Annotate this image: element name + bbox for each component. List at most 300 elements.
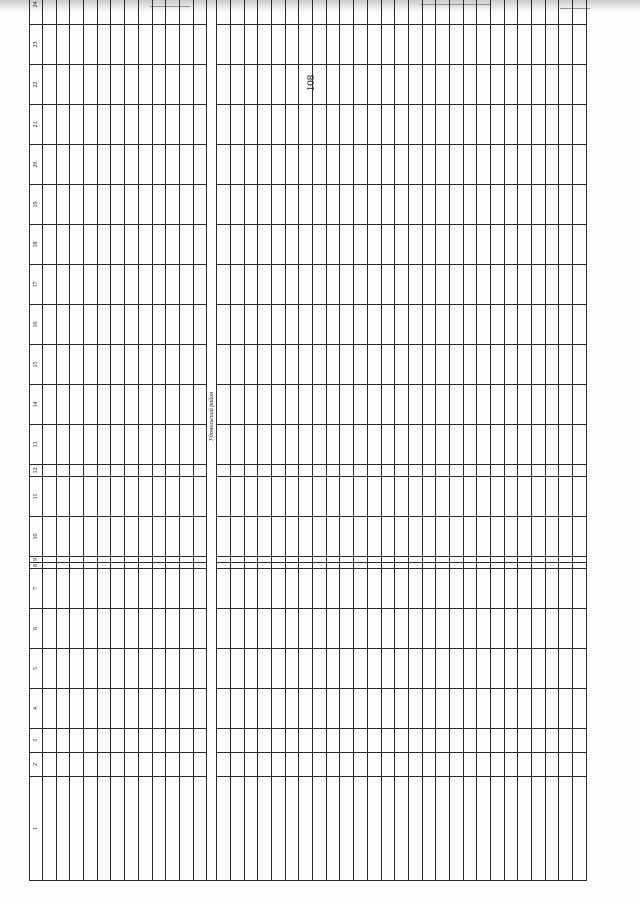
table-cell	[166, 185, 180, 225]
table-cell	[138, 225, 152, 265]
table-cell	[230, 145, 244, 185]
table-cell	[545, 225, 559, 265]
table-cell	[299, 185, 313, 225]
table-cell	[43, 65, 57, 105]
table-cell	[111, 145, 125, 185]
column-number: 10	[30, 517, 43, 557]
table-cell	[354, 385, 368, 425]
table-cell	[436, 425, 450, 465]
table-cell	[152, 305, 166, 345]
table-cell	[70, 25, 84, 65]
table-cell	[491, 0, 505, 25]
table-cell	[463, 569, 477, 609]
table-cell	[408, 265, 422, 305]
table-cell	[179, 305, 193, 345]
table-cell	[138, 305, 152, 345]
table-cell	[354, 777, 368, 881]
table-cell	[545, 425, 559, 465]
table-cell	[504, 265, 518, 305]
table-cell	[545, 569, 559, 609]
table-cell	[285, 609, 299, 649]
table-cell	[477, 557, 491, 563]
table-cell	[166, 477, 180, 517]
table-cell	[179, 777, 193, 881]
table-cell	[491, 563, 505, 569]
table-cell	[449, 465, 463, 477]
table-cell	[125, 465, 139, 477]
table-cell	[367, 729, 381, 753]
table-cell	[381, 105, 395, 145]
table-cell	[258, 425, 272, 465]
table-cell	[272, 105, 286, 145]
table-cell	[43, 425, 57, 465]
table-cell	[326, 569, 340, 609]
table-cell	[43, 185, 57, 225]
table-cell	[436, 225, 450, 265]
table-cell	[532, 0, 546, 25]
table-cell	[504, 649, 518, 689]
table-cell	[285, 517, 299, 557]
table-cell	[422, 563, 436, 569]
table-cell	[573, 265, 587, 305]
table-cell	[491, 649, 505, 689]
table-cell	[313, 425, 327, 465]
table-cell	[395, 0, 409, 25]
table-cell	[138, 753, 152, 777]
table-cell	[166, 517, 180, 557]
column-number: 19	[30, 185, 43, 225]
table-cell	[56, 465, 70, 477]
table-cell	[408, 689, 422, 729]
table-cell	[125, 557, 139, 563]
table-cell	[111, 465, 125, 477]
table-cell	[559, 477, 573, 517]
table-cell	[408, 65, 422, 105]
table-cell	[111, 753, 125, 777]
section-header-row	[207, 0, 217, 881]
table-cell	[84, 477, 98, 517]
table-cell	[354, 65, 368, 105]
table-cell	[491, 265, 505, 305]
table-cell	[559, 563, 573, 569]
table-cell	[111, 729, 125, 753]
table-cell	[97, 569, 111, 609]
table-cell	[395, 517, 409, 557]
table-cell	[354, 0, 368, 25]
table-cell	[244, 225, 258, 265]
table-cell	[477, 425, 491, 465]
table-cell	[422, 777, 436, 881]
table-cell	[573, 225, 587, 265]
table-cell	[70, 425, 84, 465]
column-number: 17	[30, 265, 43, 305]
table-cell	[125, 65, 139, 105]
table-row	[463, 0, 477, 881]
table-cell	[193, 609, 207, 649]
table-cell	[326, 557, 340, 563]
table-cell	[313, 305, 327, 345]
table-cell	[84, 25, 98, 65]
table-cell	[532, 425, 546, 465]
table-cell	[217, 569, 231, 609]
table-cell	[179, 145, 193, 185]
table-cell	[111, 569, 125, 609]
table-cell	[166, 729, 180, 753]
table-cell	[422, 305, 436, 345]
table-cell	[313, 609, 327, 649]
table-cell	[258, 0, 272, 25]
table-cell	[193, 345, 207, 385]
table-cell	[56, 0, 70, 25]
table-cell	[573, 65, 587, 105]
table-cell	[477, 753, 491, 777]
table-cell	[97, 517, 111, 557]
table-cell	[272, 649, 286, 689]
table-cell	[230, 65, 244, 105]
table-cell	[244, 729, 258, 753]
table-cell	[217, 105, 231, 145]
table-cell	[408, 25, 422, 65]
table-cell	[354, 563, 368, 569]
table-cell	[340, 145, 354, 185]
table-cell	[395, 385, 409, 425]
table-cell	[408, 609, 422, 649]
table-row	[56, 0, 70, 881]
table-cell	[518, 265, 532, 305]
table-cell	[111, 689, 125, 729]
table-cell	[313, 777, 327, 881]
table-cell	[272, 465, 286, 477]
table-cell	[313, 729, 327, 753]
table-cell	[56, 753, 70, 777]
table-cell	[125, 569, 139, 609]
table-cell	[193, 649, 207, 689]
table-cell	[230, 305, 244, 345]
table-cell	[573, 753, 587, 777]
table-cell	[381, 185, 395, 225]
table-cell	[463, 265, 477, 305]
table-cell	[449, 305, 463, 345]
table-cell	[422, 557, 436, 563]
table-cell	[272, 609, 286, 649]
table-cell	[97, 753, 111, 777]
table-cell	[559, 649, 573, 689]
table-cell	[532, 345, 546, 385]
table-cell	[449, 649, 463, 689]
table-cell	[518, 105, 532, 145]
table-cell	[395, 345, 409, 385]
table-cell	[258, 185, 272, 225]
table-cell	[166, 65, 180, 105]
table-cell	[326, 563, 340, 569]
table-cell	[166, 0, 180, 25]
table-cell	[299, 777, 313, 881]
table-cell	[97, 729, 111, 753]
column-number-row	[30, 0, 43, 881]
table-cell	[299, 345, 313, 385]
table-cell	[152, 185, 166, 225]
table-cell	[84, 569, 98, 609]
table-cell	[43, 265, 57, 305]
table-cell	[340, 729, 354, 753]
table-cell	[463, 145, 477, 185]
table-cell	[449, 265, 463, 305]
table-cell	[230, 557, 244, 563]
table-cell	[217, 729, 231, 753]
table-cell	[125, 777, 139, 881]
table-cell	[491, 145, 505, 185]
table-cell	[43, 345, 57, 385]
table-cell	[545, 729, 559, 753]
table-cell	[285, 345, 299, 385]
table-cell	[340, 477, 354, 517]
table-cell	[381, 65, 395, 105]
table-cell	[43, 225, 57, 265]
table-row	[43, 0, 57, 881]
table-cell	[272, 557, 286, 563]
table-cell	[340, 105, 354, 145]
table-cell	[111, 345, 125, 385]
table-cell	[299, 65, 313, 105]
table-cell	[573, 689, 587, 729]
table-cell	[179, 345, 193, 385]
table-cell	[518, 465, 532, 477]
table-cell	[354, 649, 368, 689]
register-table	[29, 0, 587, 881]
table-cell	[258, 65, 272, 105]
table-cell	[97, 385, 111, 425]
table-cell	[43, 0, 57, 25]
table-cell	[152, 265, 166, 305]
table-cell	[84, 65, 98, 105]
table-cell	[43, 385, 57, 425]
table-cell	[367, 345, 381, 385]
table-cell	[285, 569, 299, 609]
table-cell	[354, 729, 368, 753]
table-cell	[491, 477, 505, 517]
column-number: 14	[30, 385, 43, 425]
table-cell	[326, 425, 340, 465]
table-cell	[518, 305, 532, 345]
table-cell	[138, 609, 152, 649]
table-cell	[545, 0, 559, 25]
table-cell	[559, 729, 573, 753]
table-cell	[43, 477, 57, 517]
table-cell	[258, 569, 272, 609]
table-cell	[285, 305, 299, 345]
table-row	[70, 0, 84, 881]
table-cell	[477, 25, 491, 65]
table-cell	[395, 753, 409, 777]
table-cell	[152, 105, 166, 145]
table-cell	[518, 569, 532, 609]
table-cell	[326, 777, 340, 881]
table-cell	[217, 563, 231, 569]
table-cell	[573, 649, 587, 689]
table-cell	[313, 345, 327, 385]
table-cell	[381, 517, 395, 557]
column-number: 5	[30, 649, 43, 689]
table-cell	[367, 25, 381, 65]
table-cell	[573, 569, 587, 609]
table-cell	[125, 649, 139, 689]
table-cell	[491, 225, 505, 265]
table-cell	[532, 609, 546, 649]
table-cell	[545, 185, 559, 225]
column-number: 12	[30, 465, 43, 477]
table-cell	[422, 145, 436, 185]
table-cell	[573, 105, 587, 145]
table-cell	[217, 145, 231, 185]
table-cell	[244, 569, 258, 609]
table-cell	[230, 0, 244, 25]
table-cell	[477, 465, 491, 477]
table-cell	[367, 185, 381, 225]
table-cell	[138, 477, 152, 517]
table-cell	[395, 425, 409, 465]
column-number: 8	[30, 563, 43, 569]
table-cell	[285, 689, 299, 729]
table-row	[285, 0, 299, 881]
table-cell	[313, 689, 327, 729]
table-cell	[299, 649, 313, 689]
table-cell	[244, 609, 258, 649]
table-cell	[518, 557, 532, 563]
table-cell	[354, 753, 368, 777]
table-cell	[244, 557, 258, 563]
table-cell	[70, 145, 84, 185]
table-cell	[125, 609, 139, 649]
table-cell	[491, 689, 505, 729]
table-cell	[463, 345, 477, 385]
table-cell	[408, 305, 422, 345]
table-cell	[258, 477, 272, 517]
table-cell	[491, 65, 505, 105]
table-cell	[70, 649, 84, 689]
table-cell	[230, 225, 244, 265]
table-cell	[367, 105, 381, 145]
table-cell	[299, 465, 313, 477]
table-cell	[449, 185, 463, 225]
table-cell	[422, 517, 436, 557]
table-cell	[354, 517, 368, 557]
table-cell	[354, 569, 368, 609]
table-cell	[504, 305, 518, 345]
table-cell	[477, 0, 491, 25]
table-cell	[56, 517, 70, 557]
table-cell	[518, 0, 532, 25]
table-cell	[436, 729, 450, 753]
table-cell	[272, 385, 286, 425]
table-cell	[299, 25, 313, 65]
table-row	[532, 0, 546, 881]
table-cell	[111, 777, 125, 881]
table-cell	[381, 425, 395, 465]
table-cell	[125, 105, 139, 145]
table-cell	[436, 557, 450, 563]
table-cell	[56, 569, 70, 609]
table-cell	[125, 185, 139, 225]
table-cell	[559, 345, 573, 385]
table-cell	[138, 25, 152, 65]
table-cell	[326, 753, 340, 777]
table-cell	[285, 0, 299, 25]
table-cell	[395, 729, 409, 753]
table-cell	[532, 225, 546, 265]
table-cell	[166, 225, 180, 265]
table-cell	[193, 145, 207, 185]
table-cell	[84, 425, 98, 465]
table-cell	[70, 609, 84, 649]
table-cell	[422, 609, 436, 649]
table-cell	[152, 0, 166, 25]
table-cell	[463, 649, 477, 689]
table-cell	[152, 65, 166, 105]
table-cell	[504, 0, 518, 25]
table-cell	[518, 649, 532, 689]
table-cell	[166, 25, 180, 65]
table-cell	[354, 609, 368, 649]
table-cell	[56, 65, 70, 105]
table-cell	[84, 0, 98, 25]
table-cell	[299, 0, 313, 25]
table-cell	[491, 465, 505, 477]
table-cell	[56, 145, 70, 185]
table-cell	[217, 385, 231, 425]
table-cell	[422, 345, 436, 385]
table-cell	[354, 265, 368, 305]
table-cell	[166, 385, 180, 425]
table-cell	[111, 305, 125, 345]
table-cell	[354, 105, 368, 145]
table-cell	[491, 25, 505, 65]
table-cell	[285, 265, 299, 305]
table-cell	[152, 477, 166, 517]
table-cell	[381, 563, 395, 569]
column-number: 11	[30, 477, 43, 517]
table-cell	[313, 649, 327, 689]
table-cell	[326, 609, 340, 649]
column-number: 1	[30, 777, 43, 881]
table-row	[97, 0, 111, 881]
table-cell	[449, 225, 463, 265]
table-cell	[230, 609, 244, 649]
table-cell	[504, 517, 518, 557]
table-cell	[518, 777, 532, 881]
table-cell	[463, 753, 477, 777]
table-cell	[463, 25, 477, 65]
table-cell	[449, 753, 463, 777]
table-cell	[193, 465, 207, 477]
table-cell	[367, 753, 381, 777]
table-cell	[532, 753, 546, 777]
table-cell	[408, 729, 422, 753]
table-cell	[545, 305, 559, 345]
table-cell	[422, 65, 436, 105]
table-cell	[299, 385, 313, 425]
table-cell	[491, 385, 505, 425]
table-cell	[532, 145, 546, 185]
table-cell	[166, 145, 180, 185]
table-cell	[299, 569, 313, 609]
table-cell	[422, 25, 436, 65]
table-cell	[70, 465, 84, 477]
table-cell	[138, 649, 152, 689]
table-cell	[504, 25, 518, 65]
table-cell	[193, 563, 207, 569]
table-cell	[436, 105, 450, 145]
table-cell	[43, 753, 57, 777]
